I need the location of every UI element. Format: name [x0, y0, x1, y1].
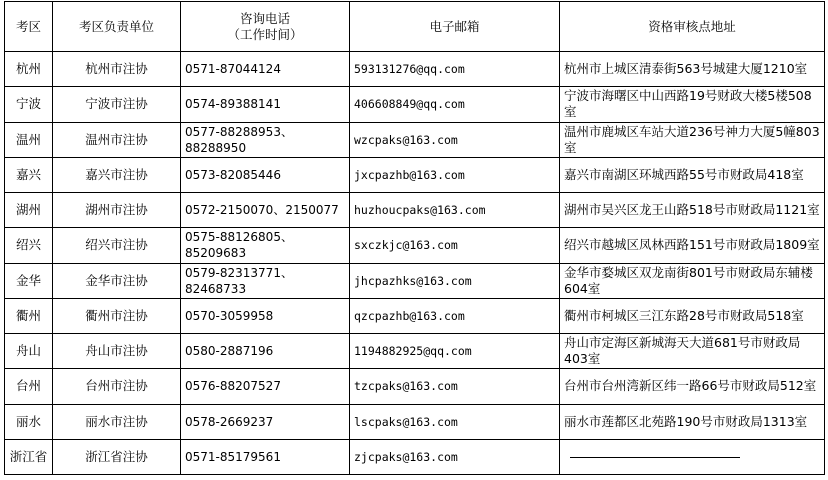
unit-cell: 衢州市注协 [53, 298, 181, 333]
header-email: 电子邮箱 [350, 2, 560, 52]
address-cell: 绍兴市越城区凤林西路151号市财政局1809室 [560, 228, 825, 263]
email-cell[interactable]: sxczkjc@163.com [350, 228, 560, 263]
table-row [5, 228, 825, 263]
unit-cell: 温州市注协 [53, 122, 181, 157]
phone-cell: 0574-89388141 [181, 87, 350, 122]
phone-cell: 0571-87044124 [181, 52, 350, 87]
area-cell: 舟山 [5, 334, 53, 369]
area-cell: 杭州 [5, 52, 53, 87]
unit-cell: 杭州市注协 [53, 52, 181, 87]
area-cell: 温州 [5, 122, 53, 157]
empty-dash-line [570, 457, 740, 458]
area-cell: 丽水 [5, 404, 53, 439]
area-cell: 台州 [5, 369, 53, 404]
email-cell[interactable]: 1194882925@qq.com [350, 334, 560, 369]
header-phone [181, 2, 350, 52]
area-cell: 衢州 [5, 298, 53, 333]
unit-cell: 嘉兴市注协 [53, 157, 181, 192]
area-cell: 浙江省 [5, 439, 53, 474]
email-cell[interactable]: wzcpaks@163.com [350, 122, 560, 157]
header-phone-line2: （工作时间） [227, 26, 303, 42]
address-cell [560, 439, 825, 474]
table-row [5, 298, 825, 333]
table-row [5, 404, 825, 439]
unit-cell: 绍兴市注协 [53, 228, 181, 263]
phone-cell: 0570-3059958 [181, 298, 350, 333]
header-area: 考区 [5, 2, 53, 52]
address-cell: 金华市婺城区双龙南街801号市财政局东辅楼604室 [560, 263, 825, 298]
exam-area-contact-table [4, 1, 825, 475]
address-cell: 嘉兴市南湖区环城西路55号市财政局418室 [560, 157, 825, 192]
email-cell[interactable]: tzcpaks@163.com [350, 369, 560, 404]
phone-cell: 0571-85179561 [181, 439, 350, 474]
table-row [5, 157, 825, 192]
header-phone-line1: 咨询电话 [239, 10, 290, 26]
address-cell: 杭州市上城区清泰街563号城建大厦1210室 [560, 52, 825, 87]
address-cell: 湖州市吴兴区龙王山路518号市财政局1121室 [560, 193, 825, 228]
email-cell[interactable]: lscpaks@163.com [350, 404, 560, 439]
table-row [5, 369, 825, 404]
email-cell[interactable]: jhcpazhks@163.com [350, 263, 560, 298]
unit-cell: 金华市注协 [53, 263, 181, 298]
phone-cell: 0575-88126805、85209683 [181, 228, 350, 263]
address-cell: 温州市鹿城区车站大道236号神力大厦5幢803室 [560, 122, 825, 157]
email-cell[interactable]: zjcpaks@163.com [350, 439, 560, 474]
address-cell: 丽水市莲都区北苑路190号市财政局1313室 [560, 404, 825, 439]
address-cell: 舟山市定海区新城海天大道681号市财政局403室 [560, 334, 825, 369]
email-cell[interactable]: huzhoucpaks@163.com [350, 193, 560, 228]
unit-cell: 湖州市注协 [53, 193, 181, 228]
phone-cell: 0579-82313771、82468733 [181, 263, 350, 298]
area-cell: 嘉兴 [5, 157, 53, 192]
table-row [5, 87, 825, 122]
address-cell: 台州市台州湾新区纬一路66号市财政局512室 [560, 369, 825, 404]
area-cell: 湖州 [5, 193, 53, 228]
email-cell[interactable]: 593131276@qq.com [350, 52, 560, 87]
area-cell: 绍兴 [5, 228, 53, 263]
table-row [5, 439, 825, 474]
header-unit: 考区负责单位 [53, 2, 181, 52]
table-row [5, 193, 825, 228]
unit-cell: 浙江省注协 [53, 439, 181, 474]
unit-cell: 舟山市注协 [53, 334, 181, 369]
header-address: 资格审核点地址 [560, 2, 825, 52]
phone-cell: 0572-2150070、2150077 [181, 193, 350, 228]
phone-cell: 0578-2669237 [181, 404, 350, 439]
phone-cell: 0580-2887196 [181, 334, 350, 369]
email-cell[interactable]: 406608849@qq.com [350, 87, 560, 122]
unit-cell: 丽水市注协 [53, 404, 181, 439]
phone-cell: 0576-88207527 [181, 369, 350, 404]
email-cell[interactable]: jxcpazhb@163.com [350, 157, 560, 192]
unit-cell: 宁波市注协 [53, 87, 181, 122]
table-row [5, 263, 825, 298]
area-cell: 金华 [5, 263, 53, 298]
unit-cell: 台州市注协 [53, 369, 181, 404]
phone-cell: 0573-82085446 [181, 157, 350, 192]
table-row [5, 122, 825, 157]
header-row [5, 2, 825, 52]
email-cell[interactable]: qzcpazhb@163.com [350, 298, 560, 333]
address-cell: 宁波市海曙区中山西路19号财政大楼5楼508室 [560, 87, 825, 122]
table-row [5, 52, 825, 87]
area-cell: 宁波 [5, 87, 53, 122]
address-cell: 衢州市柯城区三江东路28号市财政局518室 [560, 298, 825, 333]
phone-cell: 0577-88288953、88288950 [181, 122, 350, 157]
table-row [5, 334, 825, 369]
